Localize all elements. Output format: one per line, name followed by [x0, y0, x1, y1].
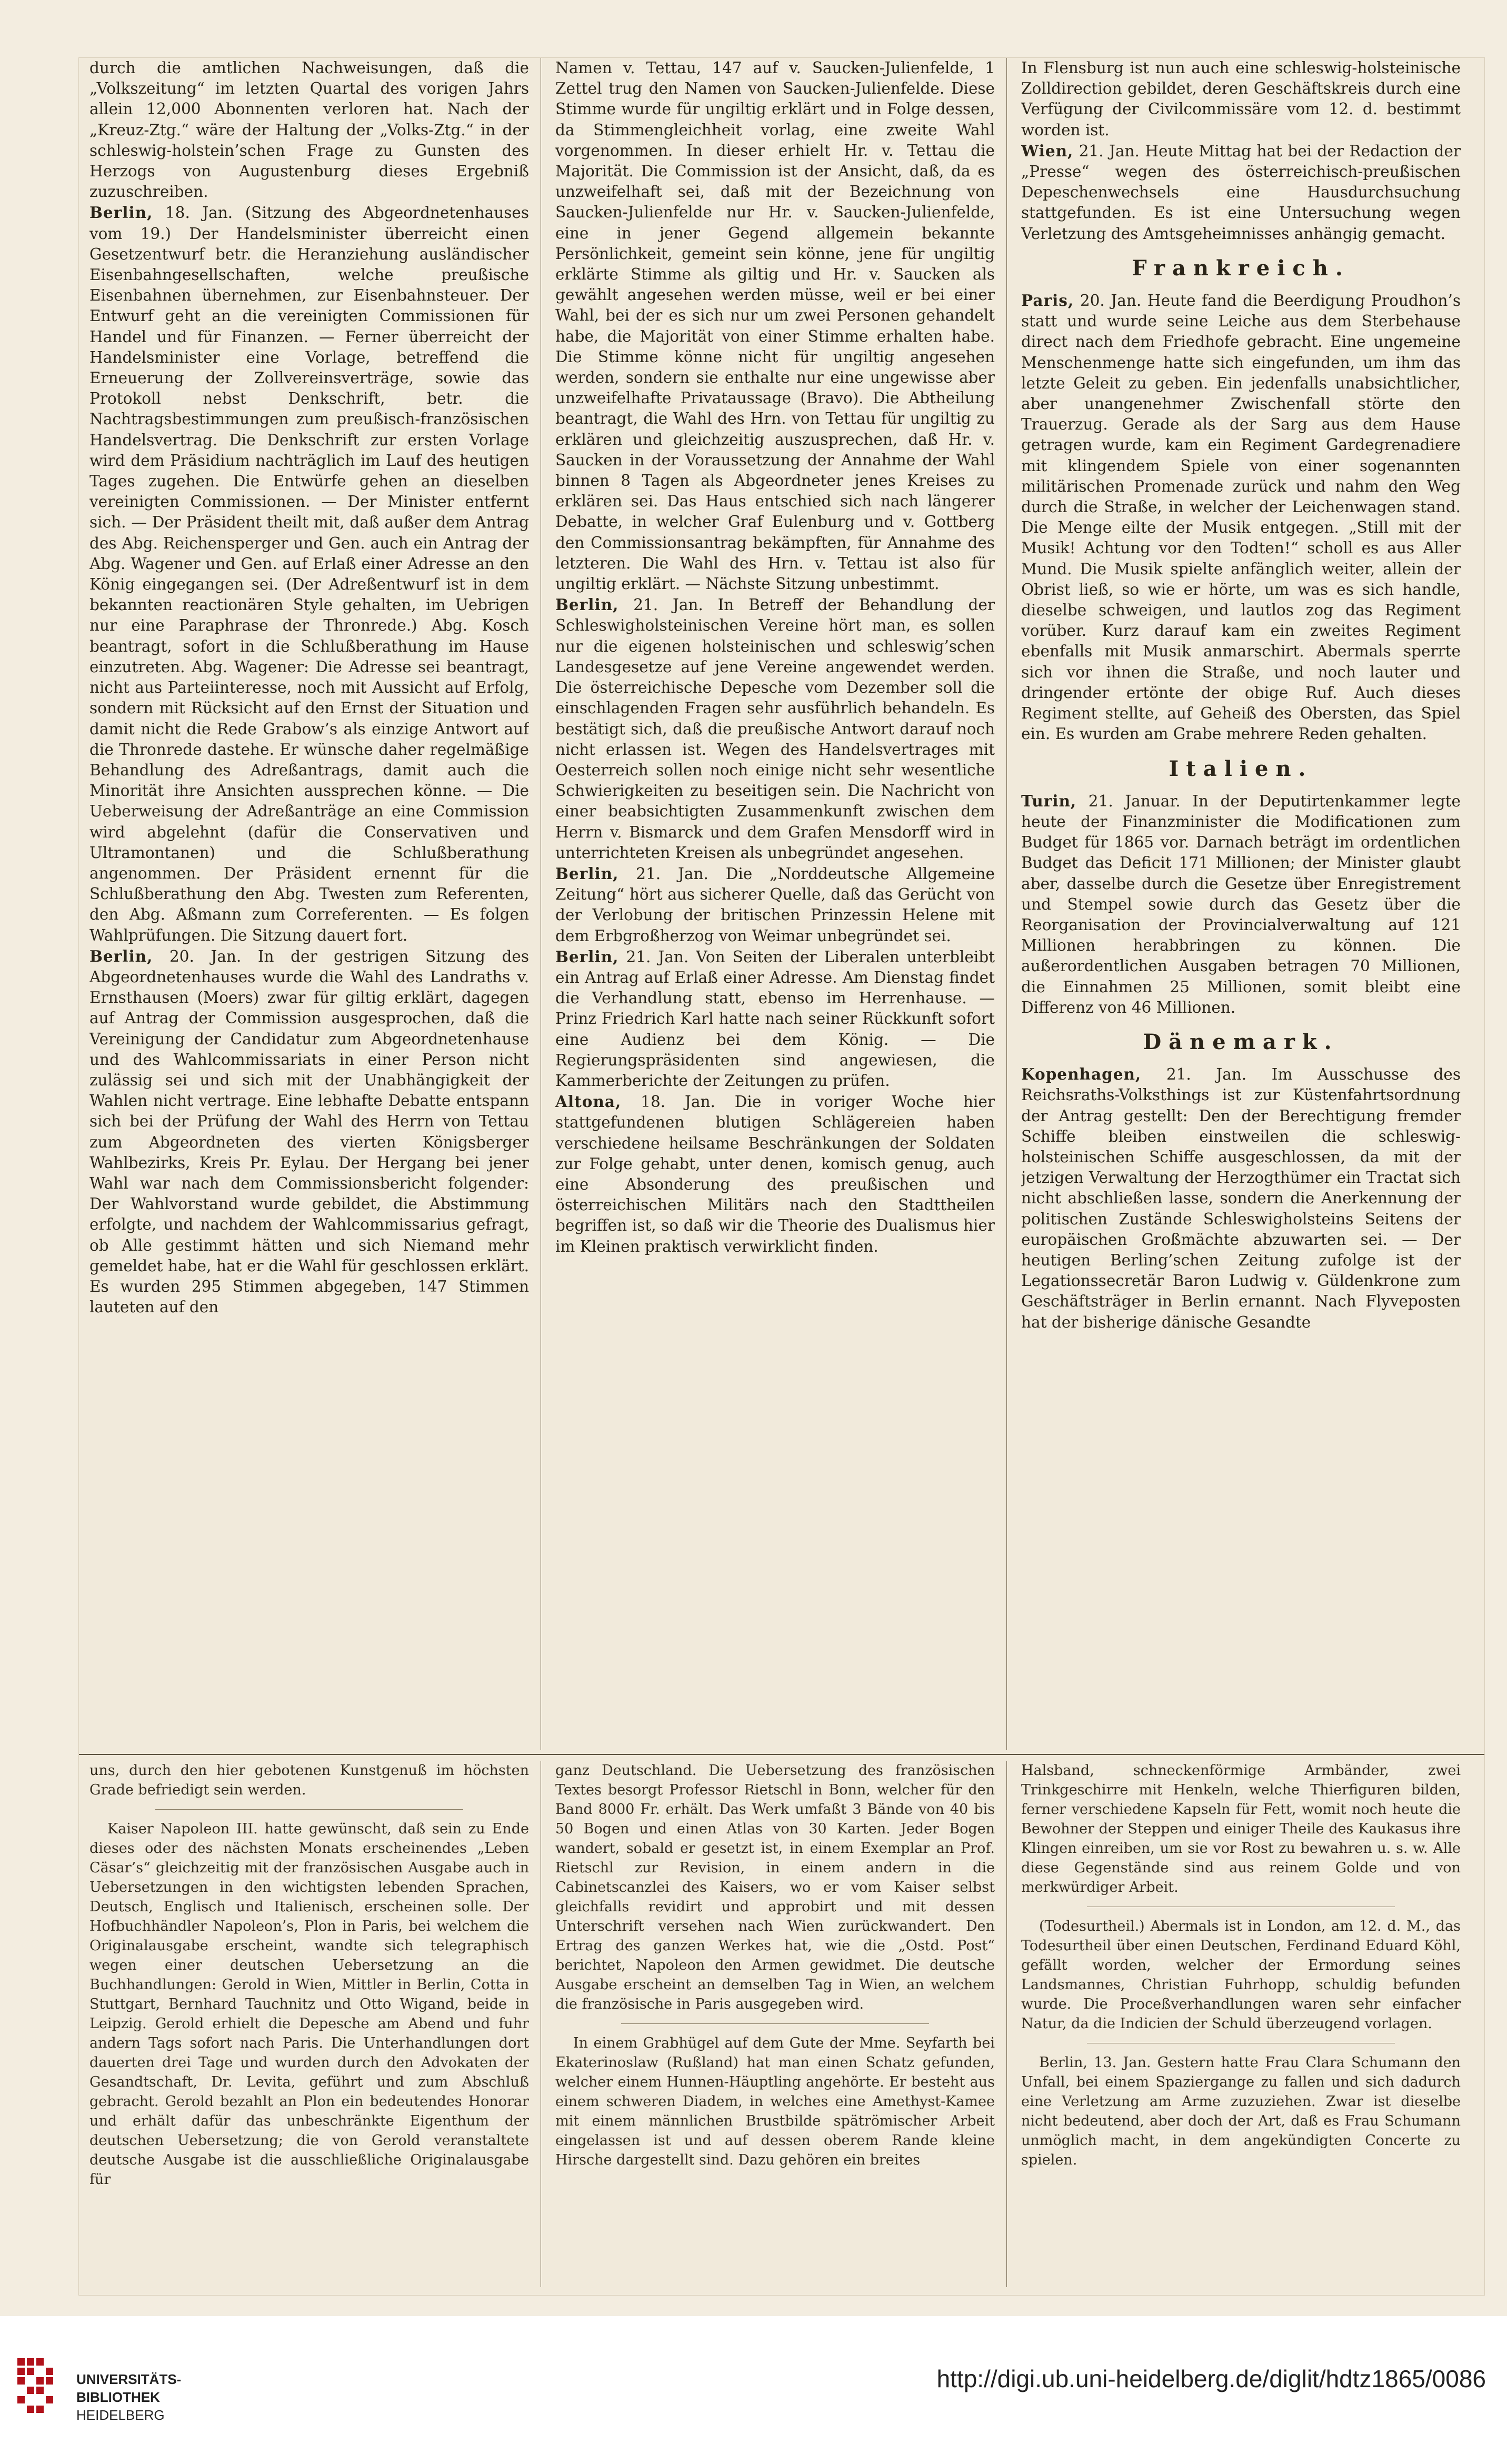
permalink-url[interactable]: http://digi.ub.uni-heidelberg.de/diglit/hdtz1865/0086 [936, 2365, 1486, 2392]
news-article [89, 202, 529, 945]
feuilleton-section [79, 1761, 1484, 2292]
news-article [555, 58, 995, 594]
feuilleton-column-1 [89, 1761, 529, 2287]
dateline-place: Wien, [1021, 141, 1074, 160]
news-article [1021, 58, 1461, 141]
library-name-line: BIBLIOTHEK [76, 2389, 160, 2405]
dateline-place: Turin, [1021, 791, 1077, 810]
feuilleton-item: (Todesurtheil.) Abermals ist in London, am 12. d. M., das Todesurtheil über einen Deutschen, Ferdinand Eduard Köhl, gefällt worden, welcher der Ermordung seines Landsmannes, Christian Fuhrhopp, schuldig befunden wurde. Die Proceßverhandlungen waren sehr einfacher Natur, da die Indicien der Schuld überzeugend vorlagen. [1021, 1918, 1461, 2032]
article-text: 21. Jan. Von Seiten der Liberalen unterbleibt ein Antrag auf Erlaß einer Adresse. Am Dienstag findet die Verhandlung statt, ebenso im Herrenhause. — Prinz Friedrich Karl hatte nach seiner Rückkunft sofort eine Audienz bei dem König. — Die Regierungspräsidenten sind angewiesen, die Kammerberichte der Zeitungen zu prüfen. [555, 947, 995, 1090]
article-text: 18. Jan. (Sitzung des Abgeordnetenhauses vom 19.) Der Handelsminister überreicht einen Gesetzentwurf betr. die Heranziehung ausländischer Eisenbahngesellschaften, welche preußische Eisenbahnen übernehmen, zur Eisenbahnsteuer. Der Entwurf geht an die vereinigten Commissionen für Handel und für Finanzen. — Ferner überreicht der Handelsminister eine Vorlage, betreffend die Erneuerung der Zollvereinsverträge, sowie das Protokoll nebst Denkschrift, betr. die Nachtragsbestimmungen zum preußisch-französischen Handelsvertrag. Die Denkschrift zur ersten Vorlage wird dem Präsidium nachträglich im Lauf des heutigen Tages zugehen. Die Entwürfe gehen an dieselben vereinigten Commissionen. — Der Minister entfernt sich. — Der Präsident theilt mit, daß außer dem Antrag des Abg. Reichensperger und Gen. auch ein Antrag der Abg. Wagener und Gen. auf Erlaß einer Adresse an den König eingegangen sei. (Der Adreßentwurf ist in dem bekannten reactionären Style gehalten, im Uebrigen nur eine Paraphrase der Thronrede.) Abg. Kosch beantragt, sofort in die Schlußberathung im Hause einzutreten. Abg. Wagener: Die Adresse sei beantragt, nicht aus Parteiinteresse, noch mit Aussicht auf Erfolg, sondern mit Rücksicht auf den Ernst der Situation und damit nicht die Rede Grabow’s als einzige Antwort auf die Thronrede dastehe. Er wünsche daher regelmäßige Behandlung des Adreßantrags, damit auch die Minorität ihre Ansichten aussprechen könne. — Die Ueberweisung der Adreßanträge an eine Commission wird abgelehnt (dafür die Conservativen und Ultramontanen) und die Schlußberathung angenommen. Der Präsident ernennt für die Schlußberathung den Abg. Twesten zum Referenten, den Abg. Aßmann zum Correferenten. — Es folgen Wahlprüfungen. Die Sitzung dauert fort. [89, 204, 529, 944]
article-text: Namen v. Tettau, 147 auf v. Saucken-Julienfelde, 1 Zettel trug den Namen von Saucken-Julienfelde. Diese Stimme wurde für ungiltig erklärt und in Folge dessen, da Stimmengleichheit vorlag, eine zweite Wahl vorgenommen. In dieser erhielt Hr. v. Tettau die Majorität. Die Commission ist der Ansicht, daß, da es unzweifelhaft sei, daß mit der Bezeichnung von Saucken-Julienfelde nur Hr. v. Saucken-Julienfelde, eine in jener Gegend allgemein bekannte Persönlichkeit, gemeint sein könne, jene für ungiltig erklärte Stimme als giltig und Hr. v. Saucken als gewählt angesehen werden müsse, weil er bei einer Wahl, bei der es sich nur um zwei Personen gehandelt habe, die Majorität von einer Stimme erhalten habe. Die Stimme könne nicht für ungiltig angesehen werden, sondern sie enthalte nur eine ungewisse aber unzweifelhafte Privataussage (Bravo). Die Abtheilung beantragt, die Wahl des Hrn. von Tettau für ungiltig zu erklären und gleichzeitig auszusprechen, daß Hr. v. Saucken in der Voraussetzung der Annahme der Wahl binnen 8 Tagen als Abgeordneter jenes Kreises zu erklären sei. Das Haus entschied sich nach längerer Debatte, in welcher Graf Eulenburg und v. Gottberg den Commissionsantrag bekämpften, für Annahme des letzteren. Die Wahl des Hrn. v. Tettau ist also für ungiltig erklärt. — Nächste Sitzung unbestimmt. [555, 59, 995, 593]
feuilleton-item: ganz Deutschland. Die Uebersetzung des französischen Textes besorgt Professor Rietschl in Bonn, welcher für den Band 8000 Fr. erhält. Das Werk umfaßt 3 Bände von 40 bis 50 Bogen und einen Atlas von 30 Karten. Jeder Bogen wandert, sobald er gesetzt ist, in einem Exemplar an Prof. Rietschl zur Revision, in einem andern in die Cabinetscanzlei des Kaisers, wo er vom Kaiser selbst gleichfalls revidirt und approbirt und mit dessen Unterschrift versehen nach Wien zurückwandert. Den Ertrag des ganzen Werkes hat, wie die „Ostd. Post“ berichtet, Napoleon den Armen gewidmet. Die deutsche Ausgabe erscheint an demselben Tag in Wien, an welchem die französische in Paris ausgegeben wird. [555, 1762, 995, 2012]
article-text: 21. Jan. In Betreff der Behandlung der Schleswigholsteinischen Vereine hört man, es sollen nur die eigenen holsteinischen und schleswig’schen Landesgesetze auf jene Vereine angewendet werden. Die österreichische Depesche vom Dezember soll die einschlagenden Fragen sehr ausführlich behandeln. Es bestätigt sich, daß die preußische Antwort darauf noch nicht erlassen ist. Wegen des Handelsvertrages mit Oesterreich sollen noch einige nicht sehr wesentliche Schwierigkeiten zu beseitigen sein. Die Nachricht von einer beabsichtigten Zusammenkunft zwischen dem Herrn v. Bismarck und dem Grafen Mensdorff wird in unterrichteten Kreisen als unbegründet angesehen. [555, 596, 995, 862]
news-article [1021, 290, 1461, 744]
dateline-place: Berlin, [555, 947, 619, 966]
dateline-place: Kopenhagen, [1021, 1065, 1142, 1084]
digitization-footer [0, 2316, 1507, 2464]
country-heading: Italien. [1169, 756, 1313, 781]
library-name-line: UNIVERSITÄTS- [76, 2371, 182, 2387]
feuilleton-column-3 [1021, 1761, 1461, 2287]
news-section [79, 58, 1484, 1753]
column-divider [1006, 1761, 1007, 2287]
news-article [89, 58, 529, 202]
news-article [555, 863, 995, 946]
dateline-place: Berlin, [555, 595, 619, 614]
feuilleton-item: Halsband, schneckenförmige Armbänder, zwei Trinkgeschirre mit Henkeln, welche Thierfiguren bilden, ferner verschiedene Kapseln für Fett, womit noch heute die Bewohner der Steppen und einiger Theile des Kaukasus ihre Klingen einreiben, um sie vor Rost zu bewahren u. s. w. Alle diese Gegenstände sind aus reinem Golde und von merkwürdiger Arbeit. [1021, 1762, 1461, 1896]
article-text: 20. Jan. Heute fand die Beerdigung Proudhon’s statt und wurde seine Leiche aus dem Sterbehause direct nach dem Friedhofe gebracht. Eine ungemeine Menschenmenge hatte sich eingefunden, um ihm das letzte Geleit zu geben. Ein jedenfalls unabsichtlicher, aber unangenehmer Zwischenfall störte den Trauerzug. Gerade als der Sarg aus dem Hause getragen wurde, kam ein Regiment Gardegrenadiere mit klingendem Spiele von einer sogenannten militärischen Promenade zurück und nahm den Weg durch die Straße, in welcher der Leichenwagen stand. Die Menge eilte der Musik entgegen. „Still mit der Musik! Achtung vor den Todten!“ scholl es aus Aller Mund. Die Musik spielte anfänglich weiter, allein der Obrist ließ, so wie er hörte, um was es sich handle, dieselbe schweigen, und lautlos zog das Regiment vorüber. Kurz darauf kam ein zweites Regiment ebenfalls mit Musik anmarschirt. Abermals sperrte sich vor ihnen die Straße, und noch lauter und dringender ertönte der obige Ruf. Auch dieses Regiment stellte, auf Geheiß des Obersten, das Spiel ein. Es wurden am Grabe mehrere Reden gehalten. [1021, 292, 1461, 743]
news-article [555, 946, 995, 1091]
feuilleton-item: Kaiser Napoleon III. hatte gewünscht, daß sein zu Ende dieses oder des nächsten Monats erscheinendes „Leben Cäsar’s“ gleichzeitig mit der französischen Ausgabe auch in Uebersetzungen in den wichtigsten lebenden Sprachen, Deutsch, Englisch und Italienisch, erscheinen solle. Der Hofbuchhändler Napoleon’s, Plon in Paris, bei welchem die Originalausgabe erscheint, wandte sich telegraphisch wegen einer deutschen Uebersetzung an die Buchhandlungen: Gerold in Wien, Mittler in Berlin, Cotta in Stuttgart, Bernhard Tauchnitz und Otto Wigand, beide in Leipzig. Gerold erhielt die Depesche am Abend und fuhr andern Tags sofort nach Paris. Die Unterhandlungen dort dauerten drei Tage und wurden durch den Advokaten der Gesandtschaft, Dr. Levita, geführt und zum Abschluß gebracht. Gerold bezahlt an Plon ein bedeutendes Honorar und erhält dafür das unbeschränkte Eigenthum der deutschen Uebersetzung; die von Gerold veranstaltete deutsche Ausgabe ist die ausschließliche Originalausgabe für [89, 1821, 529, 2188]
library-logo [13, 2340, 187, 2440]
article-text: 21. Januar. In der Deputirtenkammer legte heute der Finanzminister die Modificationen zum Budget für 1865 vor. Darnach beträgt im ordentlichen Budget das Deficit 171 Millionen; der Minister glaubt aber, dasselbe durch die Gesetze über Enregistrement und Stempel sowie durch das Gesetz über die Reorganisation der Provincialverwaltung auf 121 Millionen herabbringen zu können. Die außerordentlichen Ausgaben betragen 70 Millionen, die Einnahmen 25 Millionen, somit bleibt eine Differenz von 46 Millionen. [1021, 792, 1461, 1016]
news-article [555, 1091, 995, 1257]
item-separator [155, 1809, 463, 1810]
article-text: 20. Jan. In der gestrigen Sitzung des Abgeordnetenhauses wurde die Wahl des Landraths v. Ernsthausen (Moers) zwar für giltig erklärt, dagegen auf Antrag der Commission ausgesprochen, daß die Vereinigung der Candidatur zum Abgeordnetenhause und des Wahlcommissariats in einer Person nicht zulässig sei und sich mit der Unabhängigkeit der Wahlen nicht vertrage. Eine lebhafte Debatte entspann sich bei der Prüfung der Wahl des Herrn von Tettau zum Abgeordneten des vierten Königsberger Wahlbezirks, Kreis Pr. Eylau. Der Hergang bei jener Wahl war nach dem Commissionsbericht folgender: Der Wahlvorstand wurde gebildet, die Abstimmung erfolgte, und nachdem der Wahlcommissarius gefragt, ob Alle gestimmt hätten und sich Niemand mehr gemeldet habe, hat er die Wahl für geschlossen erklärt. Es wurden 295 Stimmen abgegeben, 147 Stimmen lauteten auf den [89, 947, 529, 1316]
library-name-line: HEIDELBERG [76, 2407, 165, 2423]
article-text: In Flensburg ist nun auch eine schleswig-holsteinische Zolldirection gebildet, deren Geschäftskreis durch eine Verfügung der Civilcommissäre vom 12. d. bestimmt worden ist. [1021, 59, 1461, 139]
country-heading: Frankreich. [1132, 255, 1350, 281]
article-text: 21. Jan. Im Ausschusse des Reichsraths-Volksthings ist zur Küstenfahrtsordnung der Antrag gestellt: Den der Berechtigung fremder Schiffe bleiben einstweilen die schleswig-holsteinischen Schiffe ausgeschlossen, da mit der jetzigen Verwaltung der Herzogthümer ein Tractat sich nicht abschließen lasse, sondern die Anerkennung der politischen Zustände Schleswigholsteins Seitens der europäischen Großmächte abzuwarten sei. — Der heutigen Berling’schen Zeitung zufolge ist der Legationssecretär Baron Ludwig v. Güldenkrone zum Geschäftsträger in Berlin ernannt. Nach Flyveposten hat der bisherige dänische Gesandte [1021, 1065, 1461, 1331]
column-2 [555, 58, 995, 1748]
dateline-place: Berlin, [89, 203, 153, 222]
column-1 [89, 58, 529, 1748]
news-article [1021, 1064, 1461, 1333]
column-3 [1021, 58, 1461, 1748]
item-separator [621, 2023, 929, 2024]
article-text: 21. Jan. Heute Mittag hat bei der Redaction der „Presse“ wegen des österreichisch-preußischen Depeschenwechsels eine Hausdurchsuchung stattgefunden. Es ist eine Untersuchung wegen Verletzung des Amtsgeheimnisses anhängig gemacht. [1021, 142, 1461, 243]
dateline-place: Paris, [1021, 291, 1074, 310]
news-article [1021, 141, 1461, 244]
dateline-place: Altona, [555, 1092, 622, 1111]
dateline-place: Berlin, [89, 946, 153, 965]
newspaper-page [79, 58, 1484, 2295]
feuilleton-item: uns, durch den hier gebotenen Kunstgenuß im höchsten Grade befriedigt sein werden. [89, 1762, 529, 1798]
article-text: 21. Jan. Die „Norddeutsche Allgemeine Zeitung“ hört aus sicherer Quelle, daß das Gerücht von der Verlobung der britischen Prinzessin Helene mit dem Erbgroßherzog von Weimar unbegründet sei. [555, 864, 995, 945]
feuilleton-column-2 [555, 1761, 995, 2287]
article-text: 18. Jan. Die in voriger Woche hier stattgefundenen blutigen Schlägereien haben verschiedene heilsame Beschränkungen der Soldaten zur Folge gehabt, unter denen, komisch genug, auch eine Absonderung des preußischen und österreichischen Militärs nach den Stadttheilen begriffen ist, so daß wir die Theorie des Dualismus hier im Kleinen praktisch verwirklicht finden. [555, 1093, 995, 1255]
news-article [555, 594, 995, 863]
article-text: durch die amtlichen Nachweisungen, daß die „Volkszeitung“ im letzten Quartal des vorigen Jahrs allein 12,000 Abonnenten verloren hat. Nach der „Kreuz-Ztg.“ wäre der Haltung der „Volks-Ztg.“ in der schleswig-holstein’schen Frage zu Gunsten des Herzogs von Augustenburg dieses Ergebniß zuzuschreiben. [89, 59, 529, 201]
feuilleton-divider [79, 1754, 1484, 1755]
news-article [1021, 791, 1461, 1018]
country-heading: Dänemark. [1143, 1029, 1339, 1054]
feuilleton-item: In einem Grabhügel auf dem Gute der Mme. Seyfarth bei Ekaterinoslaw (Rußland) hat man einen Schatz gefunden, welcher einem Hunnen-Häuptling angehörte. Er besteht aus einem schweren Diadem, in welches eine Amethyst-Kamee mit einem männlichen Brustbilde spätrömischer Arbeit eingelassen ist und auf dessen oberem Rande kleine Hirsche dargestellt sind. Dazu gehören ein breites [555, 2035, 995, 2168]
library-emblem-icon [13, 2340, 71, 2440]
dateline-place: Berlin, [555, 864, 619, 883]
column-divider [1006, 58, 1007, 1750]
news-article [89, 946, 529, 1318]
feuilleton-item: Berlin, 13. Jan. Gestern hatte Frau Clara Schumann den Unfall, bei einem Spaziergange zu fallen und sich dadurch eine Verletzung am Arme zuzuziehen. Zwar ist dieselbe nicht bedeutend, aber doch der Art, daß es Frau Schumann unmöglich macht, in dem angekündigten Concerte zu spielen. [1021, 2054, 1461, 2168]
